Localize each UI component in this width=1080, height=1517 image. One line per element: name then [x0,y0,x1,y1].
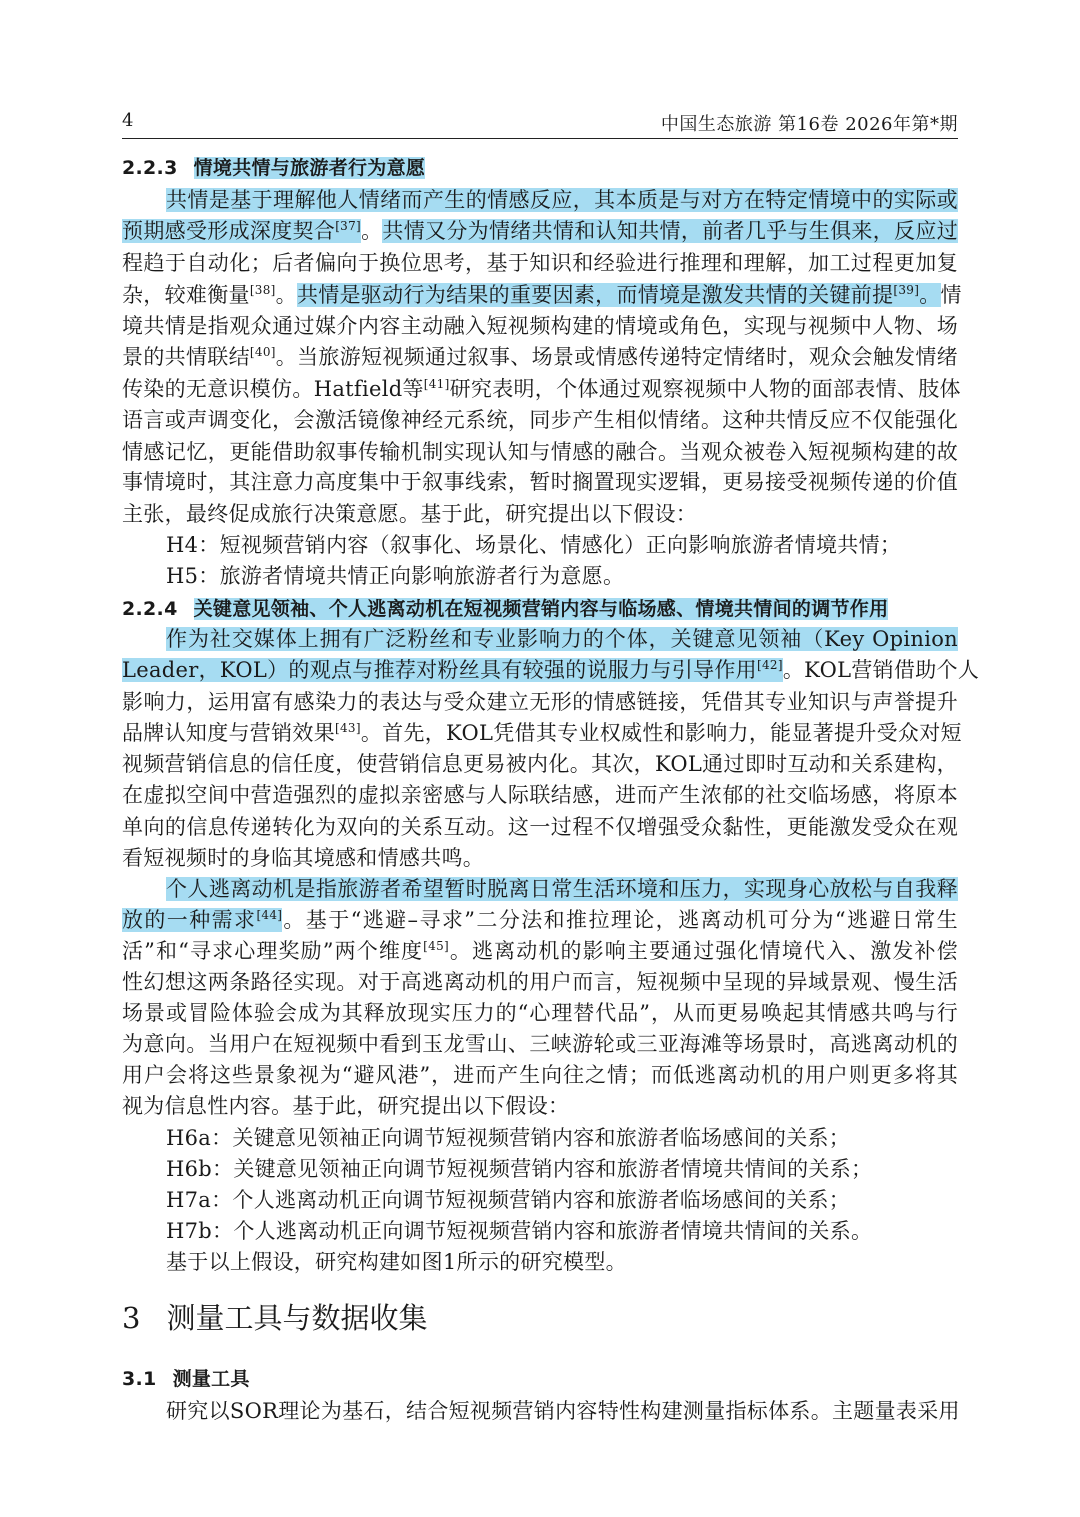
paragraph-line: 为意向。当用户在短视频中看到玉龙雪山、三峡游轮或三亚海滩等场景时，高逃离动机的 [122,1032,958,1056]
paragraph-line: 场景或冒险体验会成为其释放现实压力的“心理替代品”，从而更易唤起其情感共鸣与行 [122,1001,958,1025]
citation: [43] [335,721,361,735]
highlighted-text [297,283,941,307]
paragraph-line: 视为信息性内容。基于此，研究提出以下假设： [122,1094,570,1118]
paragraph-line: 在虚拟空间中营造强烈的虚拟亲密感与人际联结感，进而产生浓郁的社交临场感，将原本 [122,783,958,807]
paragraph-line [122,342,958,372]
text-span: 预期感受形成深度契合 [122,219,336,243]
text-span: 。 [919,283,941,307]
paragraph-line: 主张，最终促成旅行决策意愿。基于此，研究提出以下假设： [122,502,698,526]
text-span: 基于“逃避–寻求”二分法和推拉理论，逃离动机可分为“逃避日常生 [305,908,958,932]
paragraph-line: 单向的信息传递转化为双向的关系互动。这一过程不仅增强受众黏性，更能激发受众在观 [122,815,958,839]
paragraph-line: 影响力，运用富有感染力的表达与受众建立无形的情感链接，凭借其专业知识与声誉提升 [122,690,958,714]
page-number: 4 [122,110,134,131]
hypothesis-h6a: H6a：关键意见领袖正向调节短视频营销内容和旅游者临场感间的关系； [166,1126,851,1150]
highlighted-text: 共情是基于理解他人情绪而产生的情感反应，其本质是与对方在特定情境中的实际或 [166,188,958,212]
text-span: Leader，KOL）的观点与推荐对粉丝具有较强的说服力与引导作用 [122,658,757,682]
citation: [37] [335,219,362,233]
paragraph-line: 事情境时，其注意力高度集中于叙事线索，暂时搁置现实逻辑，更易接受视频传递的价值 [122,470,958,494]
section-heading-2-2-4 [122,593,958,624]
text-span: 。 [282,908,306,932]
research-model-sentence: 基于以上假设，研究构建如图1所示的研究模型。 [166,1250,627,1274]
paragraph-line [122,374,961,404]
paragraph-line [122,185,958,215]
paragraph-line [122,624,958,654]
highlighted-text [122,908,282,932]
text-span: 放的一种需求 [122,908,257,932]
section-title: 情境共情与旅游者行为意愿 [193,157,426,179]
paragraph-line [122,936,958,966]
citation: [38] [249,283,276,297]
section-number: 3.1 [122,1368,157,1390]
paragraph-line: 看短视频时的身临其境感和情感共鸣。 [122,846,485,870]
hypothesis-h4: H4：短视频营销内容（叙事化、场景化、情感化）正向影响旅游者情境共情； [166,533,902,557]
hypothesis-h5: H5：旅游者情境共情正向影响旅游者行为意愿。 [166,564,625,588]
highlighted-text: 作为社交媒体上拥有广泛粉丝和专业影响力的个体，关键意见领袖（Key Opinion [166,627,958,651]
paragraph-line: 情感记忆，更能借助叙事传输机制实现认知与情感的融合。当观众被卷入短视频构建的故 [122,440,958,464]
text-span: 。 [275,283,297,307]
text-span: 杂，较难衡量 [122,283,250,307]
citation: [45] [423,939,449,953]
citation: [44] [256,908,283,922]
text-span: 。首先，KOL凭借其专业权威性和影响力，能显著提升受众对短 [360,721,962,745]
paragraph-line [122,718,962,748]
citation: [39] [893,283,920,297]
text-span: KOL营销借助个人 [804,658,980,682]
paragraph-line [122,216,958,246]
section-heading-3 [122,1298,427,1338]
section-heading-3-1 [122,1363,958,1394]
paragraph-line [122,280,962,310]
paragraph-line: 语言或声调变化，会激活镜像神经元系统，同步产生相似情绪。这种共情反应不仅能强化 [122,408,958,432]
paragraph-line: 程趋于自动化；后者偏向于换位思考，基于知识和经验进行推理和理解，加工过程更加复 [122,251,958,275]
hypothesis-h7b: H7b：个人逃离动机正向调节短视频营销内容和旅游者情境共情间的关系。 [166,1219,873,1243]
paragraph-line: 性幻想这两条路径实现。对于高逃离动机的用户而言，短视频中呈现的异域景观、慢生活 [122,970,958,994]
section-title: 测量工具与数据收集 [166,1301,428,1335]
running-header [122,104,958,139]
paragraph-line [122,905,958,935]
section-number: 2.2.4 [122,598,178,620]
text-span: 。逃离动机的影响主要通过强化情境代入、激发补偿 [449,939,958,963]
paragraph-line: 境共情是指观众通过媒介内容主动融入短视频构建的情境或角色，实现与视频中人物、场 [122,314,958,338]
hypothesis-h7a: H7a：个人逃离动机正向调节短视频营销内容和旅游者临场感间的关系； [166,1188,851,1212]
text-span: 活”和“寻求心理奖励”两个维度 [122,939,424,963]
paragraph-line: 用户会将这些景象视为“避风港”，进而产生向往之情；而低逃离动机的用户则更多将其 [122,1063,958,1087]
text-span: 。 [782,658,805,682]
paragraph-line: 视频营销信息的信任度，使营销信息更易被内化。其次，KOL通过即时互动和关系建构， [122,752,958,776]
highlighted-text: 个人逃离动机是指旅游者希望暂时脱离日常生活环境和压力，实现身心放松与自我释 [166,877,958,901]
citation: [40] [249,345,276,359]
text-span: 。 [361,219,383,243]
paragraph-line [122,874,958,904]
highlighted-text [122,658,783,682]
text-span: 共情是驱动行为结果的重要因素，而情境是激发共情的关键前提 [296,283,894,307]
highlighted-text [122,219,361,243]
text-span: 。当旅游短视频通过叙事、场景或情感传递特定情绪时，观众会触发情绪 [275,345,958,369]
text-span: 品牌认知度与营销效果 [122,721,335,745]
citation: [41] [423,377,450,391]
text-span: 传染的无意识模仿。Hatfield等 [122,377,424,401]
section-number: 2.2.3 [122,157,178,179]
section-title: 测量工具 [172,1368,250,1390]
paragraph-line: 研究以SOR理论为基石，结合短视频营销内容特性构建测量指标体系。主题量表采用 [166,1399,960,1423]
section-heading-2-2-3 [122,152,958,183]
text-span: 情 [940,283,962,307]
text-span: 研究表明，个体通过观察视频中人物的面部表情、肢体 [449,377,961,401]
text-span: 景的共情联结 [122,345,250,369]
highlighted-text: 共情又分为情绪共情和认知共情，前者几乎与生俱来，反应过 [382,219,958,243]
section-title: 关键意见领袖、个人逃离动机在短视频营销内容与临场感、情境共情间的调节作用 [193,598,889,620]
citation: [42] [757,658,783,672]
journal-info: 中国生态旅游 第16卷 2026年第*期 [660,114,958,135]
hypothesis-h6b: H6b：关键意见领袖正向调节短视频营销内容和旅游者情境共情间的关系； [166,1157,873,1181]
section-number: 3 [122,1301,141,1335]
paragraph-line [122,655,980,685]
